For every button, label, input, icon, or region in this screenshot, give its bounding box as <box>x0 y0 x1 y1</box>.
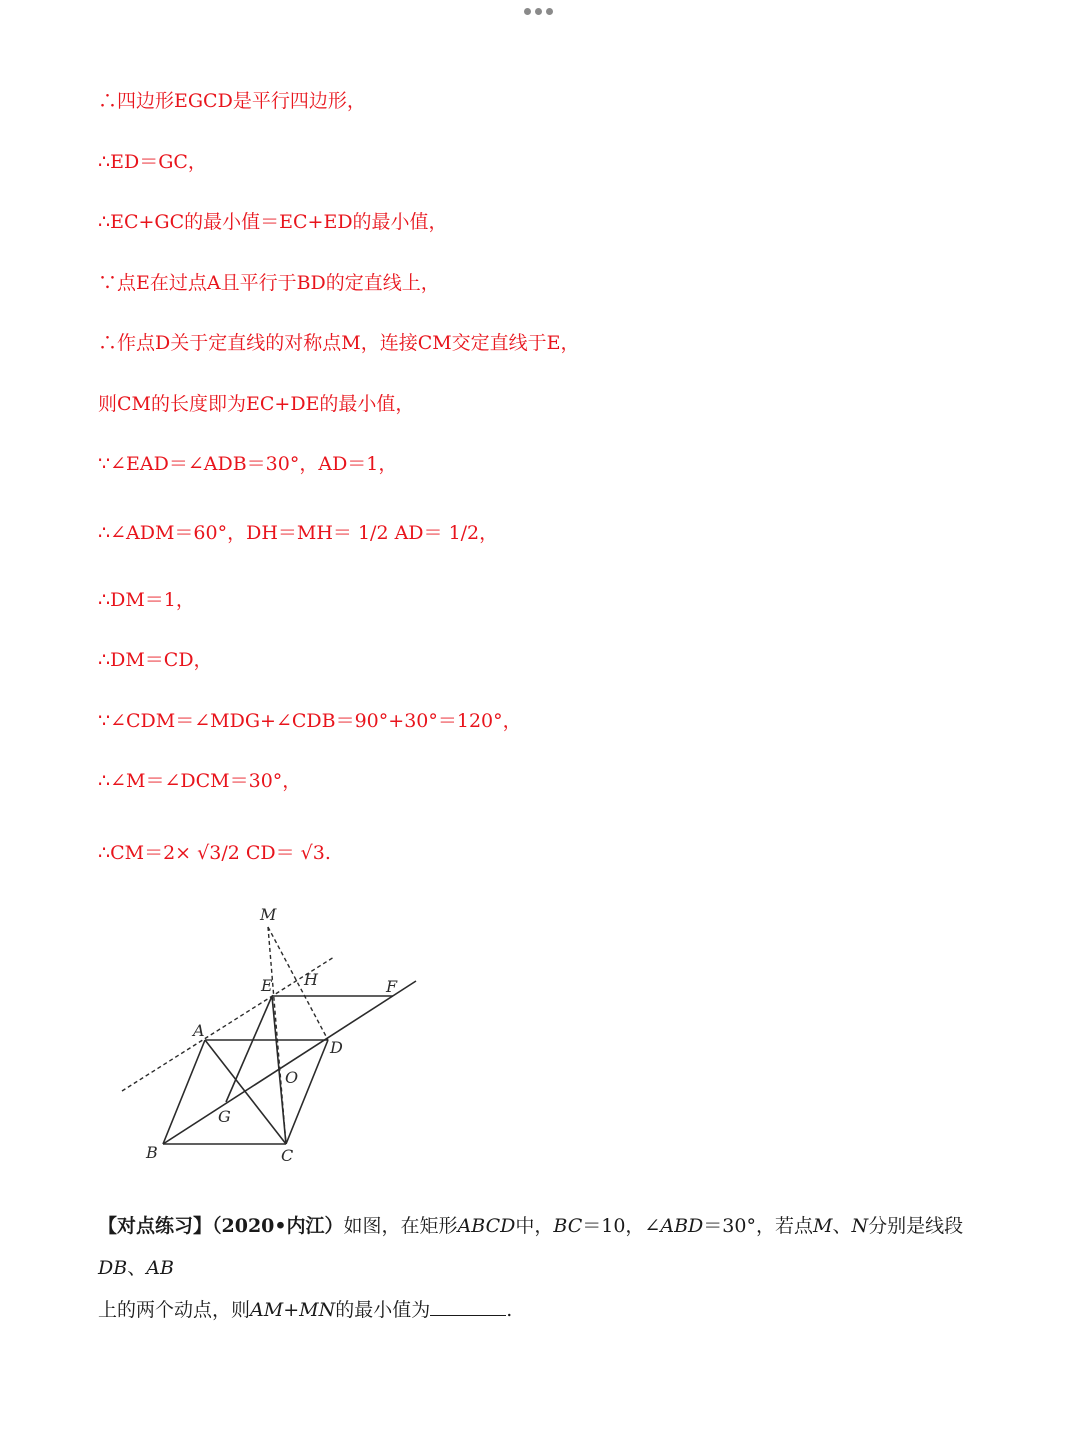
solution-line-2: ∴ED＝GC， <box>98 151 207 173</box>
label-f: F <box>386 977 398 996</box>
label-o: O <box>285 1068 299 1087</box>
more-options-icon[interactable] <box>524 8 553 15</box>
solution-line-4: ∵点E在过点A且平行于BD的定直线上， <box>98 272 440 294</box>
label-g: G <box>218 1107 231 1126</box>
solution-line-6: 则CM的长度即为EC+DE的最小值， <box>98 393 415 415</box>
solution-line-5: ∴作点D关于定直线的对称点M，连接CM交定直线于E， <box>98 332 580 354</box>
solution-line-3: ∴EC+GC的最小值＝EC+ED的最小值， <box>98 211 448 233</box>
segment-ab <box>163 1040 205 1144</box>
label-h: H <box>304 970 318 989</box>
solution-line-7: ∵∠EAD＝∠ADB＝30°，AD＝1， <box>98 453 398 475</box>
solution-line-13: ∴CM＝2× √3/2 CD＝ √3. <box>98 842 331 864</box>
line-through-a <box>122 957 334 1091</box>
segment-mc <box>268 927 286 1144</box>
solution-line-10: ∴DM＝CD， <box>98 649 213 671</box>
label-a: A <box>193 1021 205 1040</box>
solution-line-9: ∴DM＝1， <box>98 589 195 611</box>
geometry-figure <box>108 895 438 1175</box>
label-c: C <box>281 1146 294 1165</box>
solution-line-1: ∴四边形EGCD是平行四边形， <box>98 90 366 112</box>
label-b: B <box>146 1143 158 1162</box>
practice-tag: 【对点练习】 <box>98 1215 213 1237</box>
label-d: D <box>330 1038 343 1057</box>
practice-source: （2020•内江） <box>212 1215 344 1237</box>
segment-cd <box>286 1040 328 1144</box>
line-bd-extended <box>163 981 416 1144</box>
segment-ec <box>272 996 286 1144</box>
solution-line-12: ∴∠M＝∠DCM＝30°， <box>98 770 302 792</box>
answer-blank[interactable] <box>430 1297 506 1316</box>
solution-line-11: ∵∠CDM＝∠MDG+∠CDB＝90°+30°＝120°， <box>98 710 522 732</box>
label-m: M <box>260 905 277 924</box>
segment-eg <box>226 996 272 1102</box>
segment-md <box>268 927 328 1040</box>
solution-line-8: ∴∠ADM＝60°，DH＝MH＝ 1/2 AD＝ 1/2， <box>98 522 499 544</box>
practice-question: 【对点练习】（2020•内江）如图，在矩形ABCD中，BC＝10，∠ABD＝30°，若点M、N分别是线段DB、AB 上的两个动点，则AM+MN的最小值为 . <box>98 1215 964 1321</box>
label-e: E <box>261 976 273 995</box>
